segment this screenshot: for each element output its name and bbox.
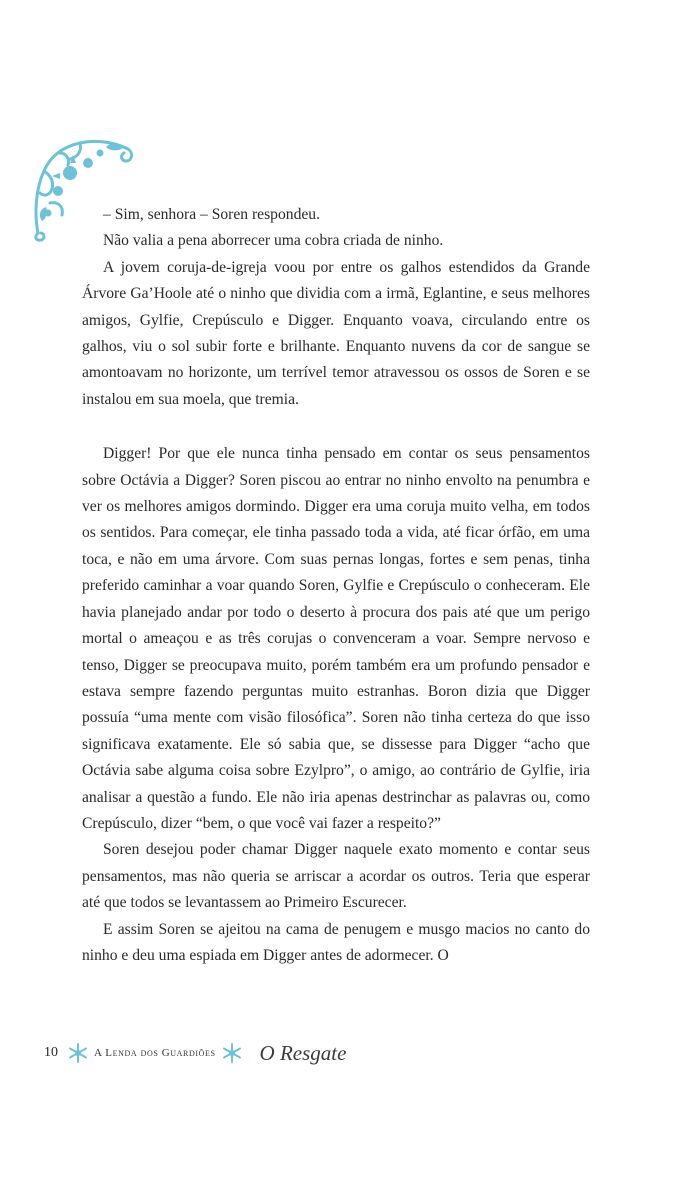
body-text — [82, 202, 590, 969]
paragraph: E assim Soren se ajeitou na cama de penugem e musgo macios no canto do ninho e deu uma espiada em Digger antes de adormecer. O — [82, 920, 590, 964]
snowflake-icon — [222, 1043, 242, 1063]
paragraph: – Sim, senhora – Soren respondeu. — [103, 206, 320, 223]
series-title: A Lenda dos Guardiões — [94, 1047, 216, 1059]
page-number: 10 — [44, 1045, 58, 1060]
paragraph: A jovem coruja-de-igreja voou por entre os galhos estendidos da Grande Árvore Ga’Hoole até o ninho que dividia com a irmã, Eglantine, e seus melhores amigos, Gylfie, Crepúsculo e Digger. Enquanto voava, circulando entre os galhos, viu o sol subir forte e brilhante. Enquanto nuvens da cor de sangue se amontoavam no horizonte, um terrível temor atravessou os ossos de Soren e se instalou em sua moela, que tremia. — [82, 258, 590, 408]
page-footer — [44, 1040, 346, 1066]
book-subtitle: O Resgate — [259, 1040, 347, 1065]
snowflake-icon — [68, 1043, 88, 1063]
paragraph: Não valia a pena aborrecer uma cobra criada de ninho. — [103, 232, 444, 250]
paragraph: Soren desejou poder chamar Digger naquele exato momento e contar seus pensamentos, mas não queria se arriscar a acordar os outros. Teria que esperar até que todos se levantassem ao Primeiro Escurecer. — [82, 841, 590, 912]
paragraph: Digger! Por que ele nunca tinha pensado em contar os seus pensamentos sobre Octávia a Digger? Soren piscou ao entrar no ninho envolto na penumbra e ver os melhores amigos dormindo. Digger era uma coruja muito velha, em todos os sentidos. Para começar, ele tinha passado toda a vida, até ficar órfão, em uma toca, e não em uma árvore. Com suas pernas longas, fortes e sem penas, tinha preferido caminhar a voar quando Soren, Gylfie e Crepúsculo o conheceram. Ele havia planejado andar por todo o deserto à procura dos pais até que um perigo mortal o ameaçou e as três corujas o convenceram a voar. Sempre nervoso e tenso, Digger se preocupava muito, porém também era um profundo pensador e estava sempre fazendo perguntas muito estranhas. Boron dizia que Digger possuía “uma mente com visão filosófica”. Soren não tinha certeza do que isso significava exatamente. Ele só sabia que, se dissesse para Digger “acho que Octávia sabe alguma coisa sobre Ezylpro”, o amigo, ao contrário de Gylfie, iria analisar a questão a fundo. Ele não iria apenas destrinchar as palavras ou, como Crepúsculo, dizer “bem, o que você vai fazer a respeito?” — [82, 445, 590, 832]
